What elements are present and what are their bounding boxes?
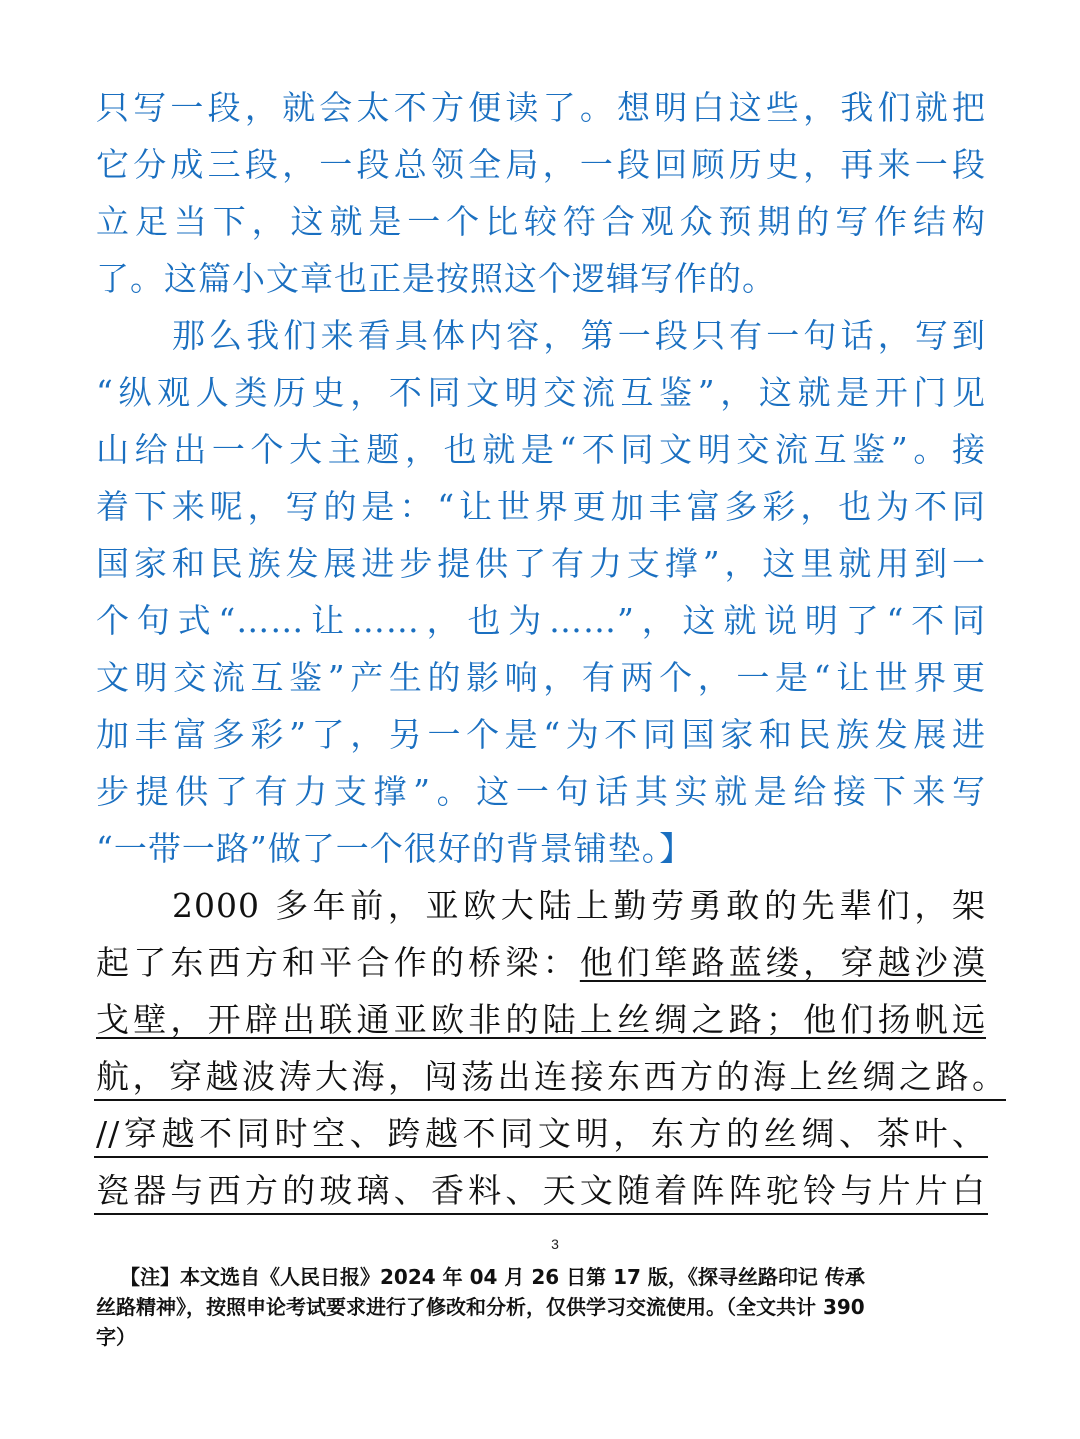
body-line-underlined: 航，穿越波涛大海，闯荡出连接东西方的海上丝绸之路。 [96, 1057, 1006, 1096]
page-number: 3 [551, 1236, 559, 1252]
analysis-line: “一带一路”做了一个很好的背景铺垫。】 [96, 829, 694, 868]
analysis-line: 加丰富多彩”了，另一个是“为不同国家和民族发展进 [96, 715, 986, 754]
analysis-line: 山给出一个大主题，也就是“不同文明交流互鉴”。接 [96, 430, 986, 469]
footnote-line: 丝路精神》，按照申论考试要求进行了修改和分析，仅供学习交流使用。（全文共计 390 [96, 1295, 865, 1319]
body-text-plain: 起了东西方和平合作的桥梁： [96, 943, 580, 982]
analysis-line: 立足当下，这就是一个比较符合观众预期的写作结构 [96, 202, 986, 241]
analysis-line: 着下来呢，写的是：“让世界更加丰富多彩，也为不同 [96, 487, 986, 526]
analysis-line: 那么我们来看具体内容，第一段只有一句话，写到 [172, 316, 986, 355]
body-text-underlined: 他们筚路蓝缕，穿越沙漠 [579, 943, 987, 982]
analysis-line: 国家和民族发展进步提供了有力支撑”，这里就用到一 [96, 544, 986, 583]
analysis-line: 只写一段，就会太不方便读了。想明白这些，我们就把 [96, 88, 986, 127]
underline-rule [94, 1213, 988, 1215]
body-line-underlined: 瓷器与西方的玻璃、香料、天文随着阵阵驼铃与片片白 [96, 1171, 986, 1210]
body-line-underlined: //穿越不同时空、跨越不同文明，东方的丝绸、茶叶、 [96, 1114, 986, 1153]
underline-rule [94, 1099, 1006, 1101]
analysis-line: 了。这篇小文章也正是按照这个逻辑写作的。 [96, 259, 776, 298]
body-line: 2000 多年前，亚欧大陆上勤劳勇敢的先辈们，架 [172, 886, 986, 925]
footnote-line: 字） [96, 1325, 136, 1349]
analysis-line: “纵观人类历史，不同文明交流互鉴”，这就是开门见 [96, 373, 986, 412]
footnote [96, 1262, 988, 1352]
body-line [96, 943, 986, 983]
body-line-underlined: 戈壁，开辟出联通亚欧非的陆上丝绸之路；他们扬帆远 [96, 1000, 986, 1039]
analysis-line: 步提供了有力支撑”。这一句话其实就是给接下来写 [96, 772, 986, 811]
footnote-line: 【注】本文选自《人民日报》2024 年 04 月 26 日第 17 版，《探寻丝路印记 传承 [120, 1265, 865, 1289]
analysis-line: 它分成三段，一段总领全局，一段回顾历史，再来一段 [96, 145, 986, 184]
underline-rule [94, 1156, 988, 1158]
analysis-line: 个句式“……让……，也为……”，这就说明了“不同 [96, 601, 986, 640]
analysis-line: 文明交流互鉴”产生的影响，有两个，一是“让世界更 [96, 658, 986, 697]
